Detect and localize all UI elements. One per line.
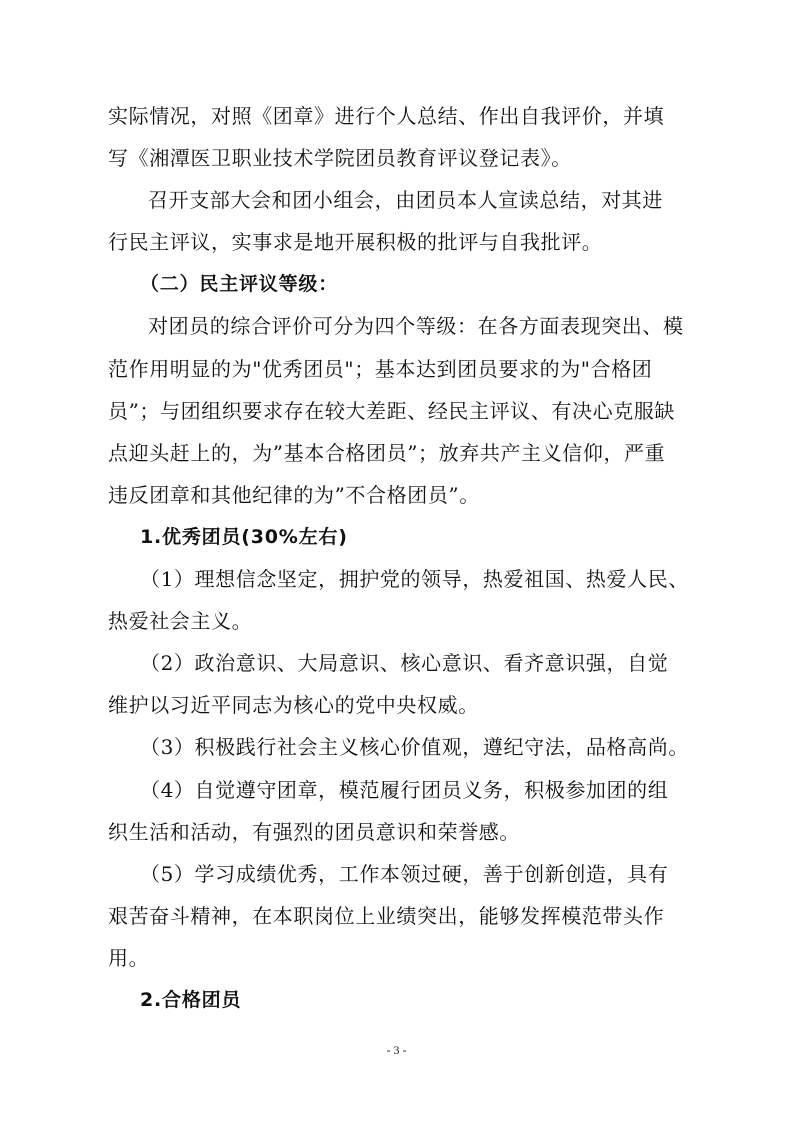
list-item-line: 织生活和活动，有强烈的团员意识和荣誉感。 bbox=[108, 820, 520, 844]
section-heading: （二）民主评议等级： bbox=[140, 273, 339, 295]
list-item-line: （5）学习成绩优秀，工作本领过硬，善于创新创造，具有 bbox=[140, 862, 669, 886]
paragraph-line: 实际情况，对照《团章》进行个人总结、作出自我评价，并填 bbox=[108, 104, 665, 128]
paragraph-line: 行民主评议，实事求是地开展积极的批评与自我批评。 bbox=[108, 230, 603, 254]
paragraph-line: 点迎头赶上的，为”基本合格团员”；放弃共产主义信仰，严重 bbox=[108, 441, 666, 465]
list-item-line: （1）理想信念坚定，拥护党的领导，热爱祖国、热爱人民、 bbox=[140, 567, 689, 591]
page-number: - 3 - bbox=[386, 1043, 407, 1057]
paragraph-line: 违反团章和其他纪律的为”不合格团员”。 bbox=[108, 483, 480, 507]
paragraph-line: 写《湘潭医卫职业技术学院团员教育评议登记表》。 bbox=[108, 146, 572, 170]
list-item-line: 维护以习近平同志为核心的党中央权威。 bbox=[108, 693, 479, 717]
subsection-heading: 1.优秀团员(30%左右) bbox=[140, 526, 348, 548]
list-item-line: 热爱社会主义。 bbox=[108, 609, 253, 633]
paragraph-line: 范作用明显的为"优秀团员"；基本达到团员要求的为"合格团 bbox=[108, 357, 653, 381]
subsection-heading: 2.合格团员 bbox=[140, 989, 242, 1011]
paragraph-line: 召开支部大会和团小组会，由团员本人宣读总结，对其进 bbox=[148, 188, 663, 212]
list-item-line: （4）自觉遵守团章，模范履行团员义务，积极参加团的组 bbox=[140, 778, 669, 802]
list-item-line: （3）积极践行社会主义核心价值观，遵纪守法，品格高尚。 bbox=[140, 735, 689, 759]
paragraph-line: 对团员的综合评价可分为四个等级：在各方面表现突出、模 bbox=[148, 314, 684, 338]
list-item-line: 用。 bbox=[108, 946, 150, 970]
list-item-line: 艰苦奋斗精神，在本职岗位上业绩突出，能够发挥模范带头作 bbox=[108, 904, 665, 928]
paragraph-line: 员”；与团组织要求存在较大差距、经民主评议、有决心克服缺 bbox=[108, 399, 676, 423]
list-item-line: （2）政治意识、大局意识、核心意识、看齐意识强，自觉 bbox=[140, 651, 669, 675]
